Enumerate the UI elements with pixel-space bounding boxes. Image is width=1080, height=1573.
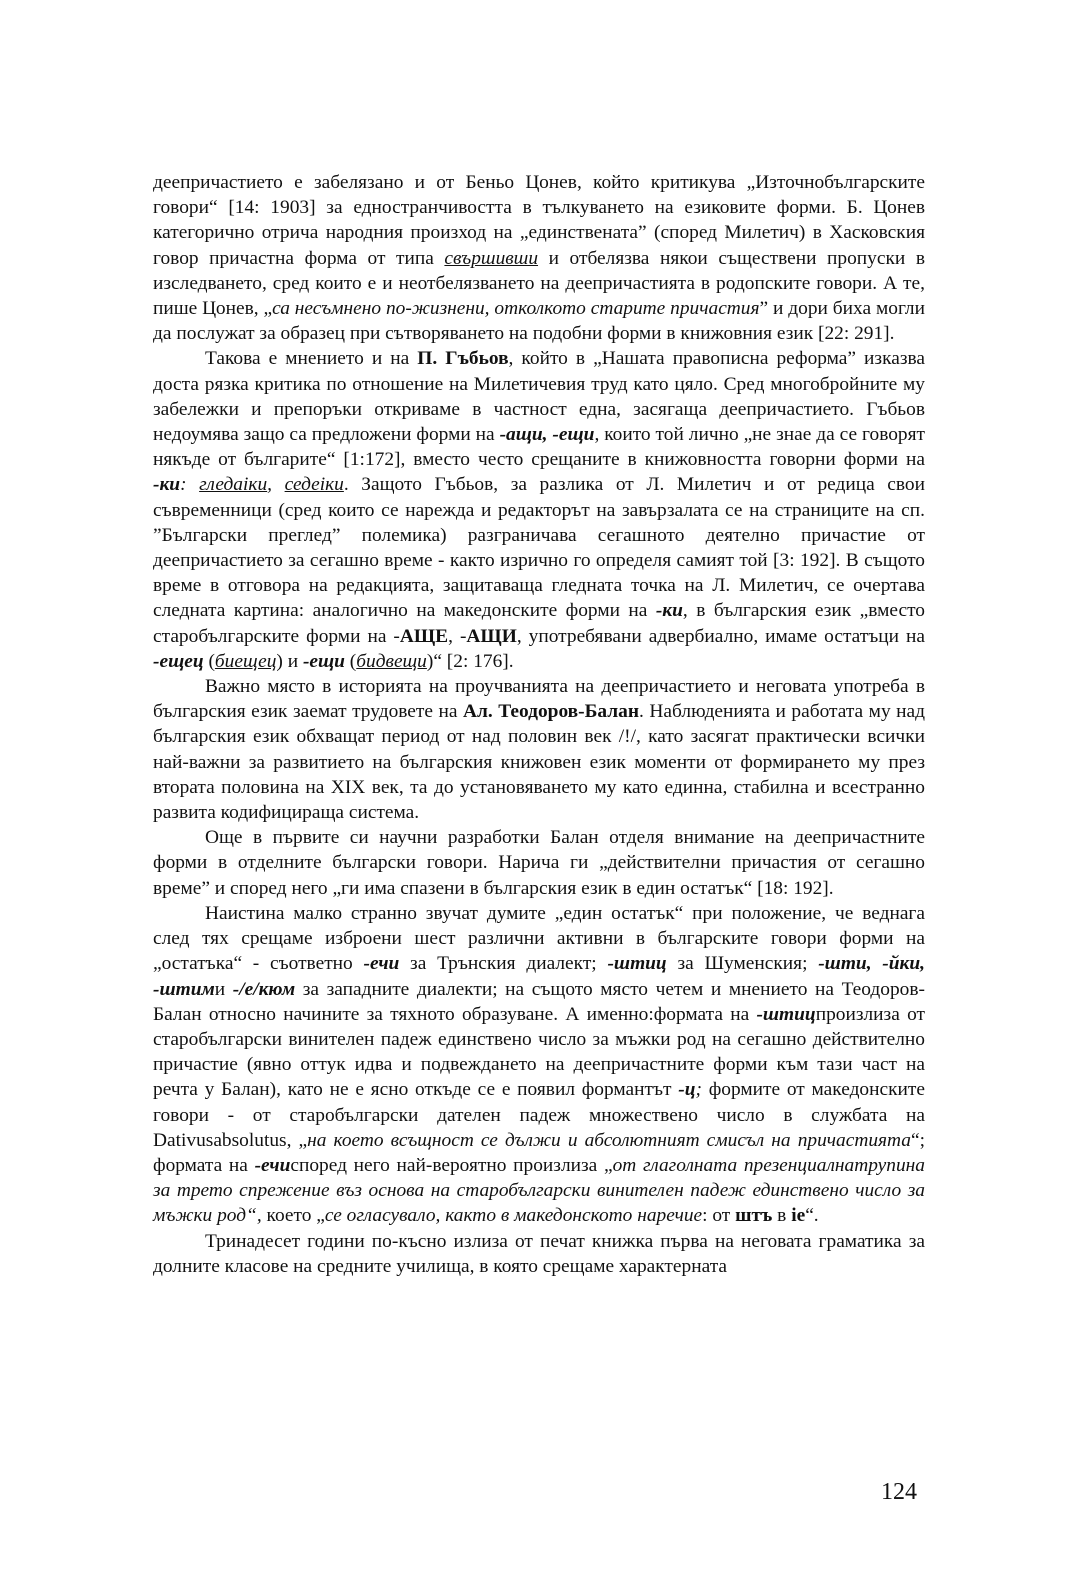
- text-run: , в българския език „вместо старобългарските форми на -: [153, 600, 925, 647]
- text-run: за Трънския диалект;: [399, 953, 608, 975]
- styled-text-run: ,: [267, 474, 285, 496]
- text-run: произлиза от старобългарски винителен падеж единствено число за мъжки род на сегашно действително причастие (явно оттук идва и подвеждането на деепричастните форми към тази част на речта у Балан), като не е ясно откъде се е появил формантът: [153, 1003, 925, 1101]
- styled-text-run: бидвещи: [356, 650, 427, 672]
- styled-text-run: -/е/кюм: [232, 978, 296, 1000]
- text-run: което „: [261, 1205, 325, 1227]
- text-run: и: [214, 978, 233, 1000]
- styled-text-run: -ечи: [254, 1154, 291, 1176]
- styled-text-run: -штиц: [756, 1003, 816, 1025]
- paragraph: [153, 170, 925, 346]
- styled-text-run: -штиц: [607, 953, 667, 975]
- text-run: в: [772, 1205, 792, 1227]
- styled-text-run: свършивши: [444, 247, 539, 269]
- text-run: формите от македонските говори - от старобългарски дателен падеж множествено число в службата на Dativusabsolutus, „: [153, 1079, 925, 1151]
- document-body: [153, 170, 925, 1279]
- paragraph: [153, 1229, 925, 1279]
- paragraph: [153, 901, 925, 1229]
- text-run: Наистина малко странно звучат думите „един остатък“ при положение, че веднага след тях срещаме изброени шест различни активни в българските говори форми на „остатъка“ - съответно: [153, 902, 925, 975]
- styled-text-run: на което всъщност се дължи и абсолютният смисъл на причастията: [307, 1129, 911, 1151]
- styled-text-run: -ки: [655, 600, 683, 622]
- text-run: Още в първите си научни разработки Балан отделя внимание на деепричастните форми в отделните български говори. Нарича ги „действителни причастия от сегашно време” и според него „ги има спазени в българския език в един остатък“ [18: 192].: [153, 827, 925, 899]
- text-run: за Шуменския;: [666, 953, 819, 975]
- text-run: , употребявани адвербиално, имаме остатъци на: [516, 625, 925, 647]
- styled-text-run: се огласувало, както в македонското наречие: [324, 1205, 703, 1227]
- text-run: . Наблюденията и работата му над българския език обхващат период от над половин век /!/, като засягат практически всички най-важни за развитието на българския книжовен език моменти от формирането му през втората половина на XIX век, та до установяването му като единна, стабилна и всестранно развита кодифицираща система.: [153, 701, 925, 824]
- styled-text-run: -ащи, -ещи: [499, 424, 595, 446]
- text-run: . Защото Гъбьов, за разлика от Л. Милетич и от редица свои съвременници (сред които се нарежда и редакторът на завързалата се на страниците на сп. ”Български преглед” полемика) разграничава сегашното деятелно причастие от деепричастието за сегашно време - както изрично го определя самият той [3: 192]. В същото време в отговора на редакцията, защитаваща гледната точка на Л. Милетич, се очертава следната картина: аналогично на македонските форми на: [153, 474, 926, 622]
- styled-text-run: биещец: [214, 650, 277, 672]
- text-run: , -: [448, 625, 467, 647]
- text-run: , който в „Нашата правописна реформа” изказва доста рязка критика по отношение на Милетичевия труд като цяло. Сред многобройните му забележки и препоръки откриваме в частност една, засягаща деепричастието. Гъбьов недоумява защо са предложени форми на: [153, 348, 925, 446]
- styled-text-run: седеіки: [284, 474, 344, 496]
- text-run: Такова е мнението и на: [205, 348, 418, 370]
- styled-text-run: П. Гъбьов: [417, 348, 509, 370]
- styled-text-run: -ки: [153, 474, 181, 496]
- styled-text-run: iе: [791, 1205, 806, 1227]
- text-run: деепричастието е забелязано и от Беньо Цонев, който критикува „Източнобългарските говори“ [14: 1903] за едностранчивостта в тълкуването на езиковите форми. Б. Цонев категорично отрича народния произход на „единствената” (според Милетич) в Хасковския говор причастна форма от типа: [153, 172, 925, 269]
- styled-text-run: ;: [695, 1079, 709, 1101]
- text-run: (: [344, 650, 357, 672]
- text-run: “; формата на: [153, 1129, 925, 1176]
- page-number: 124: [881, 1479, 917, 1505]
- text-run: ) и: [276, 650, 303, 672]
- text-run: и отбелязва някои съществени пропуски в изследването, сред които е и неотбелязването на деепричастията в родопските говори. А те, пише Цонев, „: [153, 247, 925, 320]
- styled-text-run: Ал. Теодоров-Балан: [463, 701, 640, 723]
- text-run: Тринадесет години по-късно излиза от печат книжка първа на неговата граматика за долните класове на средните училища, в която срещаме характерната: [153, 1230, 925, 1277]
- styled-text-run: гледаіки: [199, 474, 268, 496]
- styled-text-run: -ечи: [363, 953, 400, 975]
- text-run: ” и дори биха могли да послужат за образец при сътворяването на подобни форми в книжовния език [22: 291].: [153, 298, 925, 345]
- text-run: : от: [702, 1205, 736, 1227]
- paragraph: [153, 346, 925, 674]
- styled-text-run: -шти, -йки, -штим: [153, 953, 925, 1000]
- styled-text-run: штъ: [735, 1205, 773, 1227]
- text-run: Важно място в историята на проучванията на деепричастието и неговата употреба в българския език заемат трудовете на: [153, 676, 925, 723]
- styled-text-run: АЩИ: [466, 625, 517, 647]
- styled-text-run: -ещец: [153, 650, 204, 672]
- styled-text-run: АЩЕ: [399, 625, 449, 647]
- styled-text-run: :: [180, 474, 200, 496]
- text-run: според него най-вероятно произлиза „: [290, 1154, 613, 1176]
- text-run: , които той лично „не знае да се говорят някъде от българите“ [1:172], вместо често срещаните в книжовността говорни форми на: [153, 424, 926, 471]
- text-run: за западните диалекти; на същото място четем и мнението на Теодоров-Балан относно начините за тяхното образуване. А именно:формата на: [153, 978, 925, 1025]
- styled-text-run: -ещи: [302, 650, 345, 672]
- paragraph: [153, 674, 925, 825]
- text-run: “.: [805, 1205, 819, 1227]
- text-run: )“ [2: 176].: [426, 650, 514, 672]
- styled-text-run: -ц: [678, 1079, 696, 1101]
- paragraph: [153, 825, 925, 901]
- text-run: (: [203, 650, 215, 672]
- styled-text-run: са несъмнено по-жизнени, отколкото старите причастия: [272, 298, 760, 320]
- styled-text-run: от глаголната презенциалнатрупина за трето спрежение въз основа на старобългарски винителен падеж единствено число за мъжки род“,: [153, 1154, 925, 1227]
